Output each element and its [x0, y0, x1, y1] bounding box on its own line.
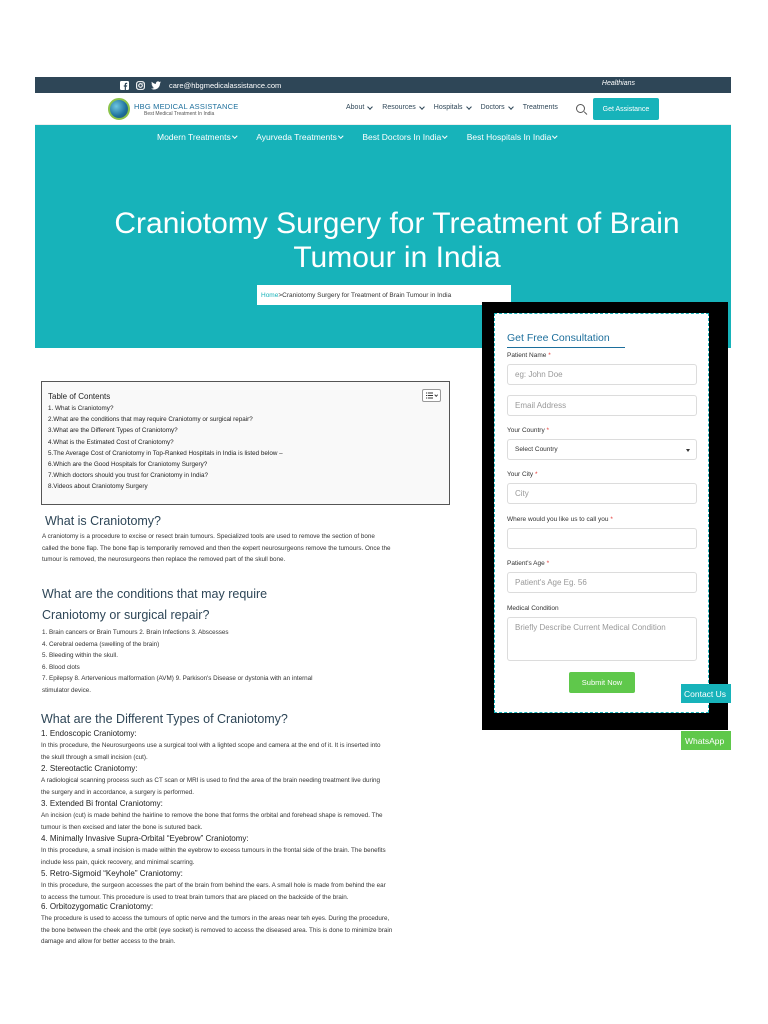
type-title: 4. Minimally Invasive Supra-Orbital “Eyebrow” Craniotomy: — [41, 834, 249, 843]
submenu-ayurveda-treatments[interactable]: Ayurveda Treatments — [256, 132, 342, 142]
menu-doctors[interactable]: Doctors — [481, 104, 513, 111]
type-title: 2. Stereotactic Craniotomy: — [41, 764, 138, 773]
site-logo[interactable] — [108, 98, 238, 120]
form-title-underline — [507, 347, 625, 348]
section-what-is-text: A craniotomy is a procedure to excise or resect brain tumours. Specialized tools are used to remove the section of bone called the bone flap. The bone flap is temporarily removed and then the expert neurosurgeons remove the tumours. Once the tumour is removed, the neurosurgeons then replace the removed part of the skull bone. — [42, 533, 391, 563]
country-select[interactable]: Select Country — [507, 439, 697, 460]
menu-treatments[interactable]: Treatments — [522, 104, 558, 111]
breadcrumb-current: >Craniotomy Surgery for Treatment of Brain Tumour in India — [278, 291, 452, 299]
call-preference-label: Where would you like us to call you * — [507, 516, 613, 523]
phone-input[interactable] — [507, 528, 697, 549]
city-input[interactable]: City — [507, 483, 697, 504]
toc-item[interactable]: 7.Which doctors should you trust for Craniotomy in India? — [48, 472, 208, 480]
patient-name-label: Patient Name * — [507, 352, 551, 359]
top-bar — [35, 77, 731, 93]
list-icon — [426, 392, 438, 399]
get-assistance-button[interactable]: Get Assistance — [593, 98, 659, 120]
chevron-down-icon — [419, 104, 425, 110]
submit-button[interactable]: Submit Now — [569, 672, 635, 693]
chevron-down-icon — [367, 104, 373, 110]
contact-us-tab[interactable]: Contact Us — [681, 684, 731, 703]
toc-item[interactable]: 6.Which are the Good Hospitals for Craniotomy Surgery? — [48, 461, 208, 469]
patient-name-input[interactable]: eg: John Doe — [507, 364, 697, 385]
type-description: In this procedure, the surgeon accesses the part of the brain from behind the ears. A small hole is made from behind the ear to access the tumour. This procedure is used to treat brain tumors that are placed on the backside of the brain. — [41, 882, 386, 901]
whatsapp-tab[interactable]: WhatsApp — [681, 731, 731, 750]
type-title: 6. Orbitozygomatic Craniotomy: — [41, 902, 154, 911]
city-label: Your City * — [507, 471, 538, 478]
facebook-icon[interactable] — [119, 80, 129, 90]
form-title: Get Free Consultation — [507, 332, 610, 344]
globe-logo-icon — [108, 98, 130, 120]
breadcrumb — [257, 285, 511, 305]
chevron-down-icon — [466, 104, 472, 110]
toc-item[interactable]: 5.The Average Cost of Craniotomy in Top-Ranked Hospitals in India is listed below – — [48, 449, 283, 457]
chevron-down-icon — [508, 104, 514, 110]
toc-item[interactable]: 8.Videos about Craniotomy Surgery — [48, 483, 148, 491]
section-heading-what-is: What is Craniotomy? — [45, 514, 162, 528]
menu-about[interactable]: About — [346, 104, 372, 111]
treatment-submenu — [157, 132, 557, 142]
chevron-down-icon — [232, 134, 237, 139]
chevron-down-icon — [338, 134, 343, 139]
toc-toggle-button[interactable] — [422, 389, 441, 402]
toc-list — [48, 403, 283, 493]
medical-condition-textarea[interactable]: Briefly Describe Current Medical Condition — [507, 617, 697, 661]
toc-item[interactable]: 2.What are the conditions that may require Craniotomy or surgical repair? — [48, 416, 253, 424]
main-navbar — [35, 93, 731, 125]
type-description: A radiological scanning process such as CT scan or MRI is used to find the area of the brain needing treatment live during the surgery and in accordance, a surgery is performed. — [41, 777, 381, 796]
section-heading-conditions-line2: Craniotomy or surgical repair? — [42, 608, 210, 622]
table-of-contents — [41, 381, 450, 505]
type-description: An incision (cut) is made behind the hairline to remove the bone that forms the orbital and forehead shape is removed. The tumour is then excised and later the bone is sutured back. — [41, 812, 383, 831]
submenu-best-hospitals[interactable]: Best Hospitals In India — [467, 132, 557, 142]
type-title: 3. Extended Bi frontal Craniotomy: — [41, 799, 163, 808]
country-label: Your Country * — [507, 427, 550, 434]
menu-hospitals[interactable]: Hospitals — [434, 104, 471, 111]
caret-down-icon — [686, 449, 690, 452]
type-description: The procedure is used to access the tumours of optic nerve and the tumors in the areas near teh eyes. During the procedure, the bone between the cheek and the orbit (eye socket) is removed to access the diseased area. This is done to minimize brain damage and allow for better access to the brain. — [41, 915, 393, 945]
type-title: 5. Retro-Sigmoid “Keyhole” Craniotomy: — [41, 869, 183, 878]
toc-title: Table of Contents — [48, 392, 111, 401]
breadcrumb-home-link[interactable]: Home — [261, 291, 279, 299]
menu-resources[interactable]: Resources — [382, 104, 423, 111]
toc-item[interactable]: 1. What is Craniotomy? — [48, 405, 114, 412]
age-input[interactable]: Patient's Age Eg. 56 — [507, 572, 697, 593]
twitter-icon[interactable] — [151, 80, 161, 90]
consultation-form — [494, 313, 709, 713]
type-title: 1. Endoscopic Craniotomy: — [41, 729, 137, 738]
instagram-icon[interactable] — [135, 80, 145, 90]
page-title: Craniotomy Surgery for Treatment of Brain Tumour in India — [114, 207, 680, 274]
age-label: Patient's Age * — [507, 560, 550, 567]
submenu-best-doctors[interactable]: Best Doctors In India — [362, 132, 446, 142]
email-input[interactable]: Email Address — [507, 395, 697, 416]
section-heading-conditions-line1: What are the conditions that may require — [42, 587, 268, 601]
type-description: In this procedure, the Neurosurgeons use a surgical tool with a lighted scope and camera at the end of it. It is inserted into the skull through a small incision (cut). — [41, 742, 381, 761]
section-heading-types: What are the Different Types of Craniotomy? — [41, 712, 288, 726]
section-conditions-list: 1. Brain cancers or Brain Tumours 2. Brain Infections 3. Abscesses 4. Cerebral oedema (swelling of the brain) 5. Bleeding within the skull. 6. Blood clots 7. Epilepsy 8. Artervenious malformation (AVM) 9. Parkison's Disease or dystonia with an internal stimulator device. — [42, 629, 313, 694]
chevron-down-icon — [443, 134, 448, 139]
toc-item[interactable]: 3.What are the Different Types of Craniotomy? — [48, 427, 178, 435]
logo-tagline: Best Medical Treatment In India — [144, 110, 215, 117]
chevron-down-icon — [553, 134, 558, 139]
logo-title: HBG MEDICAL ASSISTANCE — [134, 101, 239, 111]
type-description: In this procedure, a small incision is made within the eyebrow to excess tumours in the frontal side of the brain. The benefits include less pain, quick recovery, and minimal scarring. — [41, 847, 386, 866]
toc-item[interactable]: 4.What is the Estimated Cost of Craniotomy? — [48, 438, 174, 446]
search-icon[interactable] — [576, 104, 585, 113]
partner-logo[interactable]: Healthians — [601, 80, 635, 87]
social-links — [119, 80, 281, 90]
main-menu — [346, 104, 558, 111]
medical-condition-label: Medical Condition — [507, 605, 559, 612]
contact-email[interactable]: care@hbgmedicalassistance.com — [169, 80, 282, 90]
submenu-modern-treatments[interactable]: Modern Treatments — [157, 132, 236, 142]
